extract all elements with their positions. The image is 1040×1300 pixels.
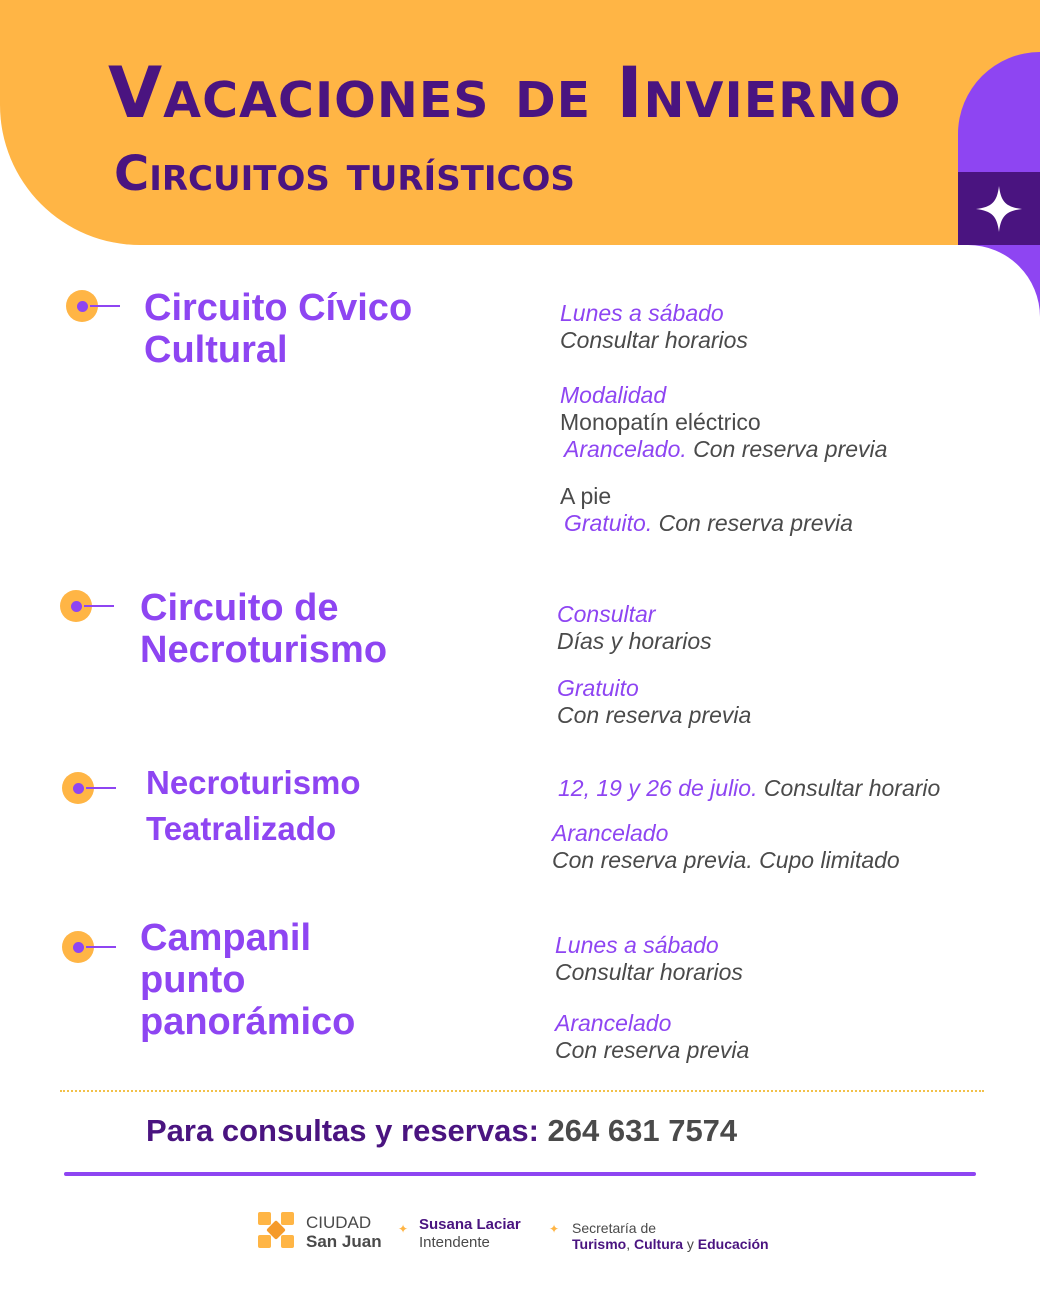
price-label: Arancelado bbox=[555, 1010, 672, 1036]
page-subtitle: Circuitos turísticos bbox=[114, 146, 575, 202]
mode1-price: Arancelado. bbox=[564, 436, 687, 462]
circuit-title-campanil: Campanil punto panorámico bbox=[140, 917, 356, 1043]
price-note-a: Con reserva bbox=[557, 702, 683, 728]
mode2-name: A pie bbox=[560, 483, 612, 509]
mode2-note: Con reserva previa bbox=[658, 510, 853, 536]
dotted-divider bbox=[60, 1090, 984, 1092]
circuit-info-civico bbox=[560, 300, 887, 537]
mode2-price: Gratuito. bbox=[564, 510, 653, 536]
schedule-value: Días y horarios bbox=[557, 628, 712, 654]
footer-city: CIUDAD San Juan bbox=[306, 1213, 382, 1251]
footer-secretariat: Secretaría de Turismo, Cultura y Educación bbox=[572, 1220, 769, 1252]
price-note: Con reserva previa bbox=[555, 1037, 750, 1063]
footer bbox=[0, 1208, 1040, 1258]
circuit-info-necroturismo bbox=[557, 601, 751, 729]
price-note-a: Con reserva previa bbox=[552, 847, 747, 873]
separator-star-icon: ✦ bbox=[398, 1222, 409, 1236]
bullet-icon bbox=[60, 586, 120, 626]
schedule-value: Consultar horarios bbox=[560, 327, 748, 353]
schedule-value: Consultar horarios bbox=[555, 959, 743, 985]
dates-note: Consultar horario bbox=[763, 775, 941, 801]
separator-line bbox=[64, 1172, 976, 1176]
mode-label: Modalidad bbox=[560, 382, 667, 408]
circuit-title-civico: Circuito Cívico Cultural bbox=[144, 287, 413, 371]
price-note-b: Cupo limitado bbox=[759, 847, 900, 873]
schedule-label: Lunes a sábado bbox=[560, 300, 724, 326]
bullet-icon bbox=[62, 927, 122, 967]
footer-person: Susana Laciar Intendente bbox=[419, 1216, 521, 1251]
bullet-icon bbox=[62, 768, 122, 808]
schedule-label: Consultar bbox=[557, 601, 656, 627]
schedule-label: Lunes a sábado bbox=[555, 932, 719, 958]
city-logo-icon bbox=[256, 1210, 296, 1250]
dates: 12, 19 y 26 de julio. bbox=[558, 775, 758, 801]
price-label: Gratuito bbox=[557, 675, 639, 701]
circuit-title-teatralizado: Necroturismo Teatralizado bbox=[146, 764, 361, 847]
circuit-title-necroturismo: Circuito de Necroturismo bbox=[140, 587, 388, 671]
price-label: Arancelado bbox=[552, 820, 669, 846]
sparkle-icon bbox=[974, 184, 1024, 234]
circuit-info-teatralizado: 12, 19 y 26 de julio. Consultar horario Arancelado Con reserva previa. Cupo limitado bbox=[552, 775, 941, 873]
page-title: Vacaciones de Invierno bbox=[108, 52, 902, 134]
mode1-name: Monopatín eléctrico bbox=[560, 409, 761, 435]
mode1-note: Con reserva previa bbox=[693, 436, 888, 462]
contact-label: Para consultas y reservas: bbox=[146, 1113, 539, 1148]
bullet-icon bbox=[66, 286, 126, 326]
contact-line bbox=[146, 1113, 737, 1149]
circuit-info-campanil bbox=[555, 932, 749, 1064]
contact-phone[interactable]: 264 631 7574 bbox=[547, 1113, 738, 1148]
separator-star-icon: ✦ bbox=[549, 1222, 560, 1236]
price-note-b: previa bbox=[688, 702, 752, 728]
